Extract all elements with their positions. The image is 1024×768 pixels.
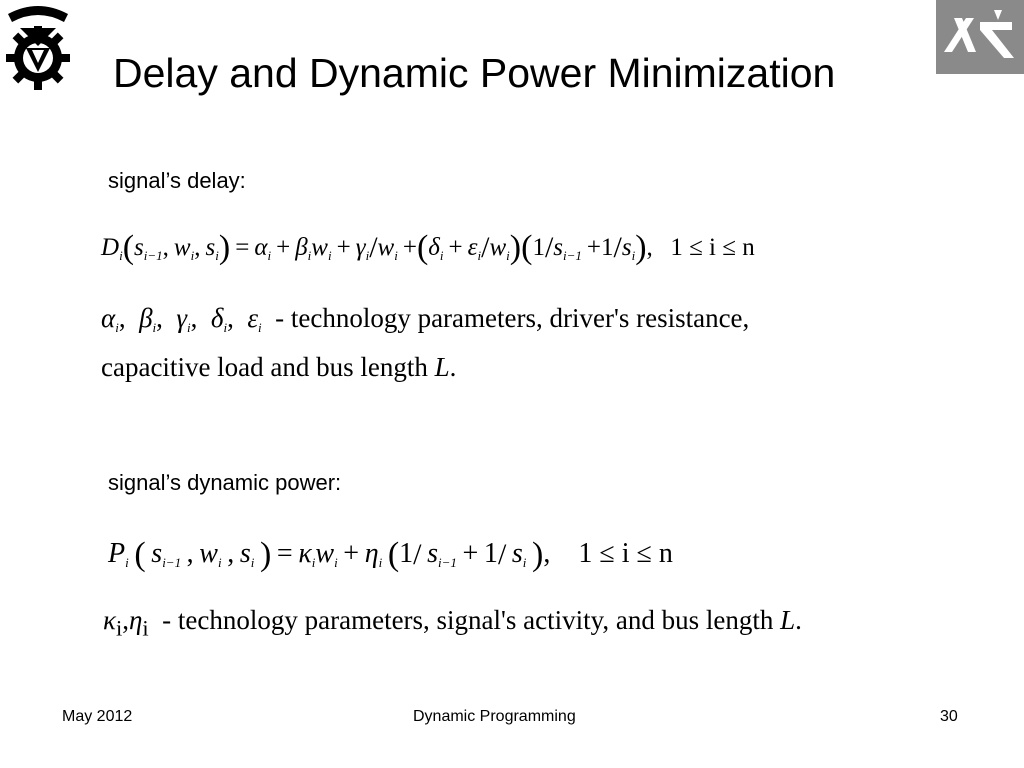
power-section-label: signal’s dynamic power: bbox=[108, 470, 342, 495]
delay-equation: $D_i(s_{i-1}$, $w_i$, $s_i) = \alpha_i + \beta_iw_i + \gamma_i/w_i +(\delta_i + \varepsilon_i/w_i)(1/s_{i-1} +1/s_i)$, 1 ≤ i ≤ n bbox=[101, 229, 755, 266]
footer-date: May 2012 bbox=[62, 708, 133, 725]
footer-topic: Dynamic Programming bbox=[413, 708, 576, 725]
delay-params-text: - technology parameters, driver's resistance, bbox=[275, 303, 750, 333]
footer-page-number: 30 bbox=[940, 708, 958, 725]
power-equation: $P_i$ ( $s_{i-1}$ , $w_i$ , $s_i$ ) = $\kappa_iw_i + \eta_i$ (1/ $s_{i-1} + 1/$ $s_i$ ), 1 ≤ i ≤ n bbox=[108, 536, 673, 573]
delay-section-label: signal’s delay: bbox=[108, 168, 246, 193]
power-params-line: $\kappa_i,\eta_i$ - technology parameters, signal's activity, and bus length L. bbox=[103, 605, 802, 641]
technion-logo-icon bbox=[2, 0, 74, 94]
delay-params-line1: $\alpha_i$, $\beta_i$, $\gamma_i$, $\delta_i$, $\varepsilon_i$ - technology parameters, driver's resistance, bbox=[101, 303, 750, 335]
slide-title: Delay and Dynamic Power Minimization bbox=[113, 50, 836, 96]
delay-params-line2: capacitive load and bus length L. bbox=[101, 352, 457, 382]
hebrew-letters-logo-icon bbox=[936, 0, 1024, 74]
power-params-text: - technology parameters, signal's activity, and bus length bbox=[162, 605, 774, 635]
